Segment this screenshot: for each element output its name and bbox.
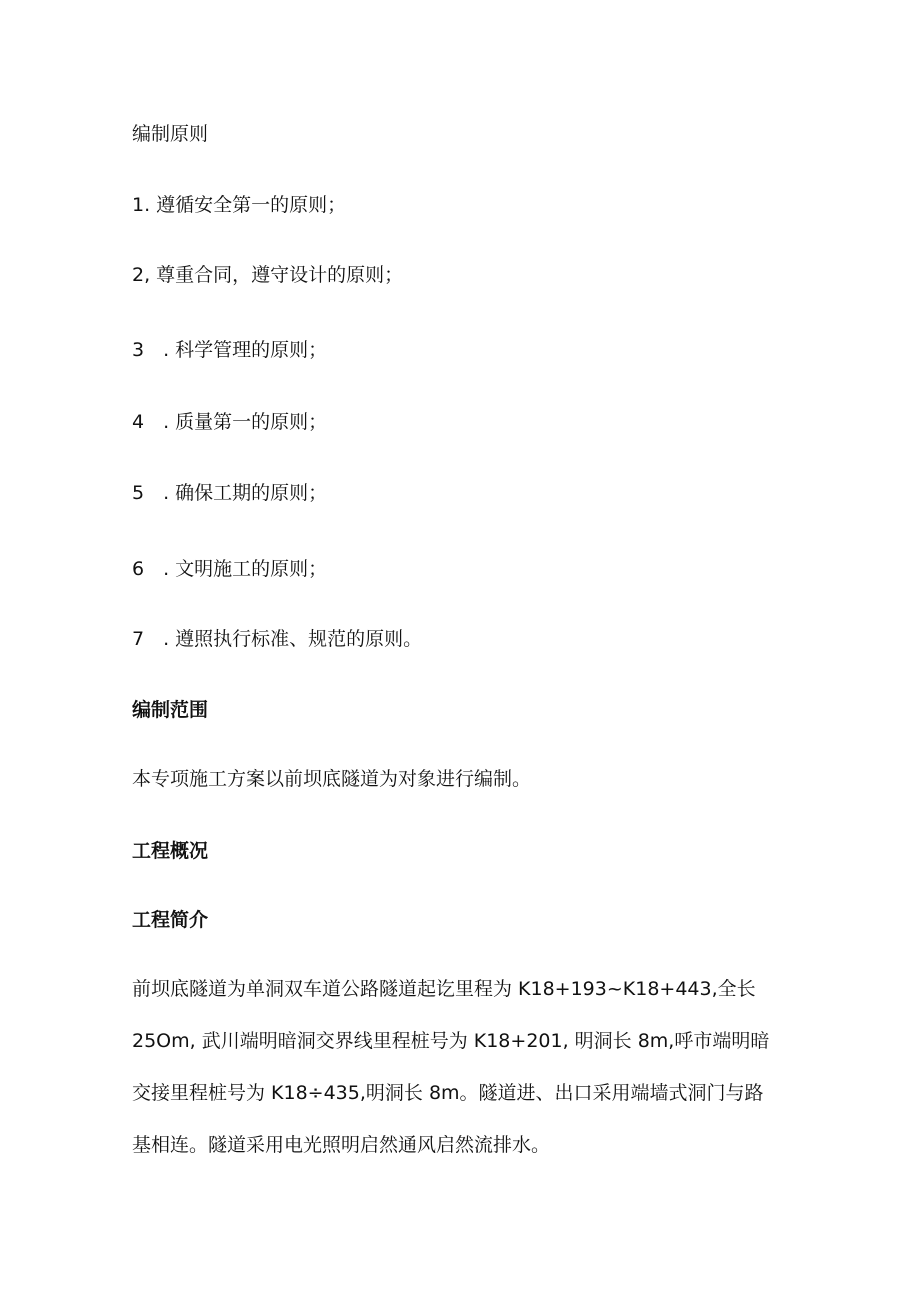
principle-item-5: 5 . 确保工期的原则； <box>132 482 328 504</box>
intro-line-1: 前坝底隧道为单洞双车道公路隧道起讫里程为 K18+193~K18+443,全长 <box>132 978 756 1000</box>
principle-item-1: 1. 遵循安全第一的原则； <box>132 194 347 216</box>
principle-item-6: 6 . 文明施工的原则； <box>132 558 328 580</box>
intro-line-4: 基相连。隧道采用电光照明启然通风启然流排水。 <box>132 1134 551 1156</box>
principle-item-3: 3 . 科学管理的原则； <box>132 339 328 361</box>
intro-line-3: 交接里程桩号为 K18÷435,明洞长 8m。隧道进、出口采用端墙式洞门与路 <box>132 1082 764 1104</box>
heading-intro: 工程简介 <box>132 909 209 931</box>
principle-item-2: 2, 尊重合同，遵守设计的原则； <box>132 264 404 286</box>
principle-item-7: 7 . 遵照执行标准、规范的原则。 <box>132 628 423 650</box>
heading-scope: 编制范围 <box>132 699 209 721</box>
intro-paragraph <box>132 976 796 1184</box>
heading-principles: 编制原则 <box>132 123 209 145</box>
intro-line-2: 25Om, 武川端明暗洞交界线里程桩号为 K18+201, 明洞长 8m,呼市端明暗 <box>132 1030 770 1052</box>
heading-overview: 工程概况 <box>132 840 209 862</box>
principle-item-4: 4 . 质量第一的原则； <box>132 411 328 433</box>
scope-paragraph: 本专项施工方案以前坝底隧道为对象进行编制。 <box>132 768 532 790</box>
